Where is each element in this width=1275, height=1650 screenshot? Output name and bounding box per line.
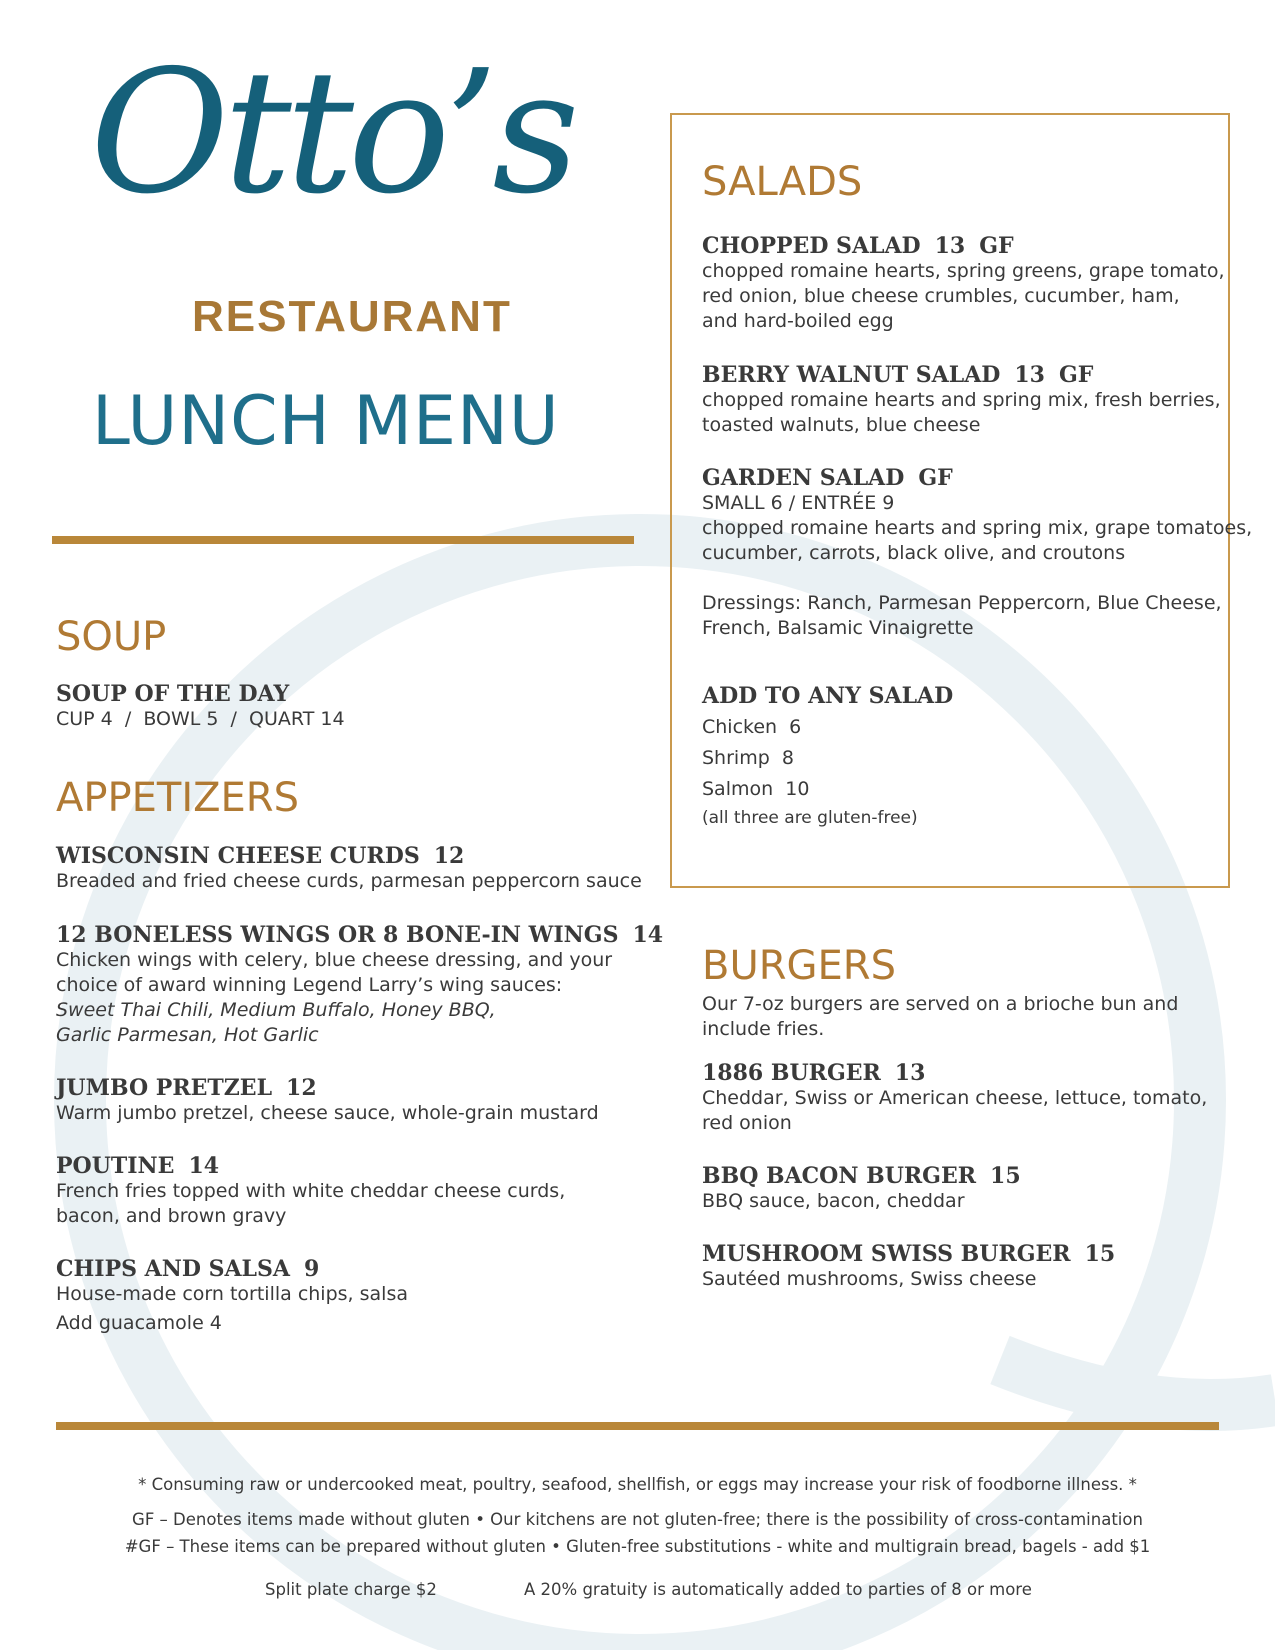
item-description: toasted walnuts, blue cheese xyxy=(702,414,981,436)
item-description: BBQ sauce, bacon, cheddar xyxy=(702,1190,965,1212)
page-title: LUNCH MENU xyxy=(92,382,560,461)
dressings-list xyxy=(702,591,1222,641)
item-description: cucumber, carrots, black olive, and croutons xyxy=(702,542,1126,564)
item-name: GARDEN SALAD xyxy=(702,465,905,491)
item-name: CHIPS AND SALSA xyxy=(56,1256,290,1282)
item-price: 15 xyxy=(990,1163,1021,1189)
burgers-intro-text: include fries. xyxy=(702,1018,825,1040)
burger-item xyxy=(702,1060,1207,1136)
item-price: 12 xyxy=(286,1075,317,1101)
soup-item-name: SOUP OF THE DAY xyxy=(56,681,290,707)
addon-item: Shrimp 8 xyxy=(702,747,794,769)
gluten-free-note: GF – Denotes items made without gluten • Our kitchens are not gluten-free; there is the possibility of cross-contamination xyxy=(132,1510,1143,1529)
item-description: French fries topped with white cheddar cheese curds, xyxy=(56,1180,566,1202)
sauce-list: Garlic Parmesan, Hot Garlic xyxy=(56,1024,319,1046)
gluten-free-options-note: #GF – These items can be prepared without gluten • Gluten-free substitutions - white and multigrain bread, bagels - add $1 xyxy=(124,1537,1151,1556)
gluten-free-tag: GF xyxy=(1058,362,1094,388)
item-price: 14 xyxy=(188,1153,220,1179)
gluten-free-tag: GF xyxy=(918,465,953,491)
addon-title: ADD TO ANY SALAD xyxy=(702,683,954,709)
item-addon: Add guacamole 4 xyxy=(56,1312,222,1334)
item-description: red onion xyxy=(702,1112,792,1134)
item-name: CHOPPED SALAD xyxy=(702,233,921,259)
appetizer-item xyxy=(56,922,663,1048)
item-name: 12 BONELESS WINGS OR 8 BONE-IN WINGS xyxy=(56,922,619,948)
item-description: chopped romaine hearts, spring greens, grape tomato, xyxy=(702,260,1225,282)
dressings-text: Dressings: Ranch, Parmesan Peppercorn, Blue Cheese, xyxy=(702,592,1222,614)
item-name: POUTINE xyxy=(56,1153,175,1179)
header-divider xyxy=(52,536,634,544)
addon-item: Chicken 6 xyxy=(702,716,802,738)
item-price: 14 xyxy=(632,922,664,948)
burgers-intro-text: Our 7-oz burgers are served on a brioche bun and xyxy=(702,993,1179,1015)
item-price: 13 xyxy=(934,233,966,259)
burgers-intro xyxy=(702,992,1178,1042)
restaurant-logo: Otto’s xyxy=(90,34,574,232)
item-name: 1886 BURGER xyxy=(702,1060,881,1086)
soup-item xyxy=(56,681,345,732)
item-price: 12 xyxy=(433,843,465,869)
salad-addons xyxy=(702,683,953,831)
item-description: Warm jumbo pretzel, cheese sauce, whole-grain mustard xyxy=(56,1102,599,1124)
item-name: MUSHROOM SWISS BURGER xyxy=(702,1241,1071,1267)
item-price: 9 xyxy=(303,1256,320,1282)
item-description: Sautéed mushrooms, Swiss cheese xyxy=(702,1268,1037,1290)
item-description: chopped romaine hearts and spring mix, grape tomatoes, xyxy=(702,517,1253,539)
appetizer-item xyxy=(56,1153,565,1229)
burger-item xyxy=(702,1241,1115,1292)
burgers-section-title: BURGERS xyxy=(702,943,896,989)
split-plate-charge: Split plate charge $2 xyxy=(265,1580,437,1599)
item-sizes: SMALL 6 / ENTRÉE 9 xyxy=(702,492,895,514)
salad-item xyxy=(702,233,1225,334)
item-description: Breaded and fried cheese curds, parmesan peppercorn sauce xyxy=(56,870,642,892)
item-description: choice of award winning Legend Larry’s wing sauces: xyxy=(56,974,563,996)
dressings-text: French, Balsamic Vinaigrette xyxy=(702,617,974,639)
food-safety-warning: * Consuming raw or undercooked meat, poultry, seafood, shellfish, or eggs may increase your risk of foodborne illness. * xyxy=(138,1475,1137,1494)
addon-note: (all three are gluten-free) xyxy=(702,808,918,828)
gluten-free-tag: GF xyxy=(979,233,1014,259)
soup-section-title: SOUP xyxy=(56,614,167,660)
gratuity-note: A 20% gratuity is automatically added to parties of 8 or more xyxy=(524,1580,1032,1599)
addon-item: Salmon 10 xyxy=(702,778,810,800)
appetizers-section-title: APPETIZERS xyxy=(56,775,299,821)
footer-divider xyxy=(56,1422,1219,1430)
item-name: JUMBO PRETZEL xyxy=(56,1075,273,1101)
item-description: Cheddar, Swiss or American cheese, lettuce, tomato, xyxy=(702,1087,1208,1109)
item-name: BBQ BACON BURGER xyxy=(702,1163,977,1189)
appetizer-item xyxy=(56,843,642,894)
burger-item xyxy=(702,1163,1021,1214)
restaurant-logo-subtitle: RESTAURANT xyxy=(192,292,512,341)
item-description: red onion, blue cheese crumbles, cucumber, ham, xyxy=(702,285,1180,307)
soup-sizes: CUP 4 / BOWL 5 / QUART 14 xyxy=(56,708,345,730)
item-description: House-made corn tortilla chips, salsa xyxy=(56,1283,408,1305)
salad-item xyxy=(702,465,1252,566)
item-description: and hard-boiled egg xyxy=(702,310,894,332)
item-price: 13 xyxy=(894,1060,926,1086)
item-price: 13 xyxy=(1014,362,1045,388)
appetizer-item xyxy=(56,1256,408,1336)
item-name: BERRY WALNUT SALAD xyxy=(702,362,1001,388)
sauce-list: Sweet Thai Chili, Medium Buffalo, Honey BBQ, xyxy=(56,999,496,1021)
salad-item xyxy=(702,362,1221,438)
appetizer-item xyxy=(56,1075,599,1126)
item-price: 15 xyxy=(1084,1241,1116,1267)
salads-section-title: SALADS xyxy=(702,159,863,205)
item-description: chopped romaine hearts and spring mix, fresh berries, xyxy=(702,389,1221,411)
item-name: WISCONSIN CHEESE CURDS xyxy=(56,843,420,869)
item-description: bacon, and brown gravy xyxy=(56,1205,287,1227)
item-description: Chicken wings with celery, blue cheese dressing, and your xyxy=(56,949,613,971)
